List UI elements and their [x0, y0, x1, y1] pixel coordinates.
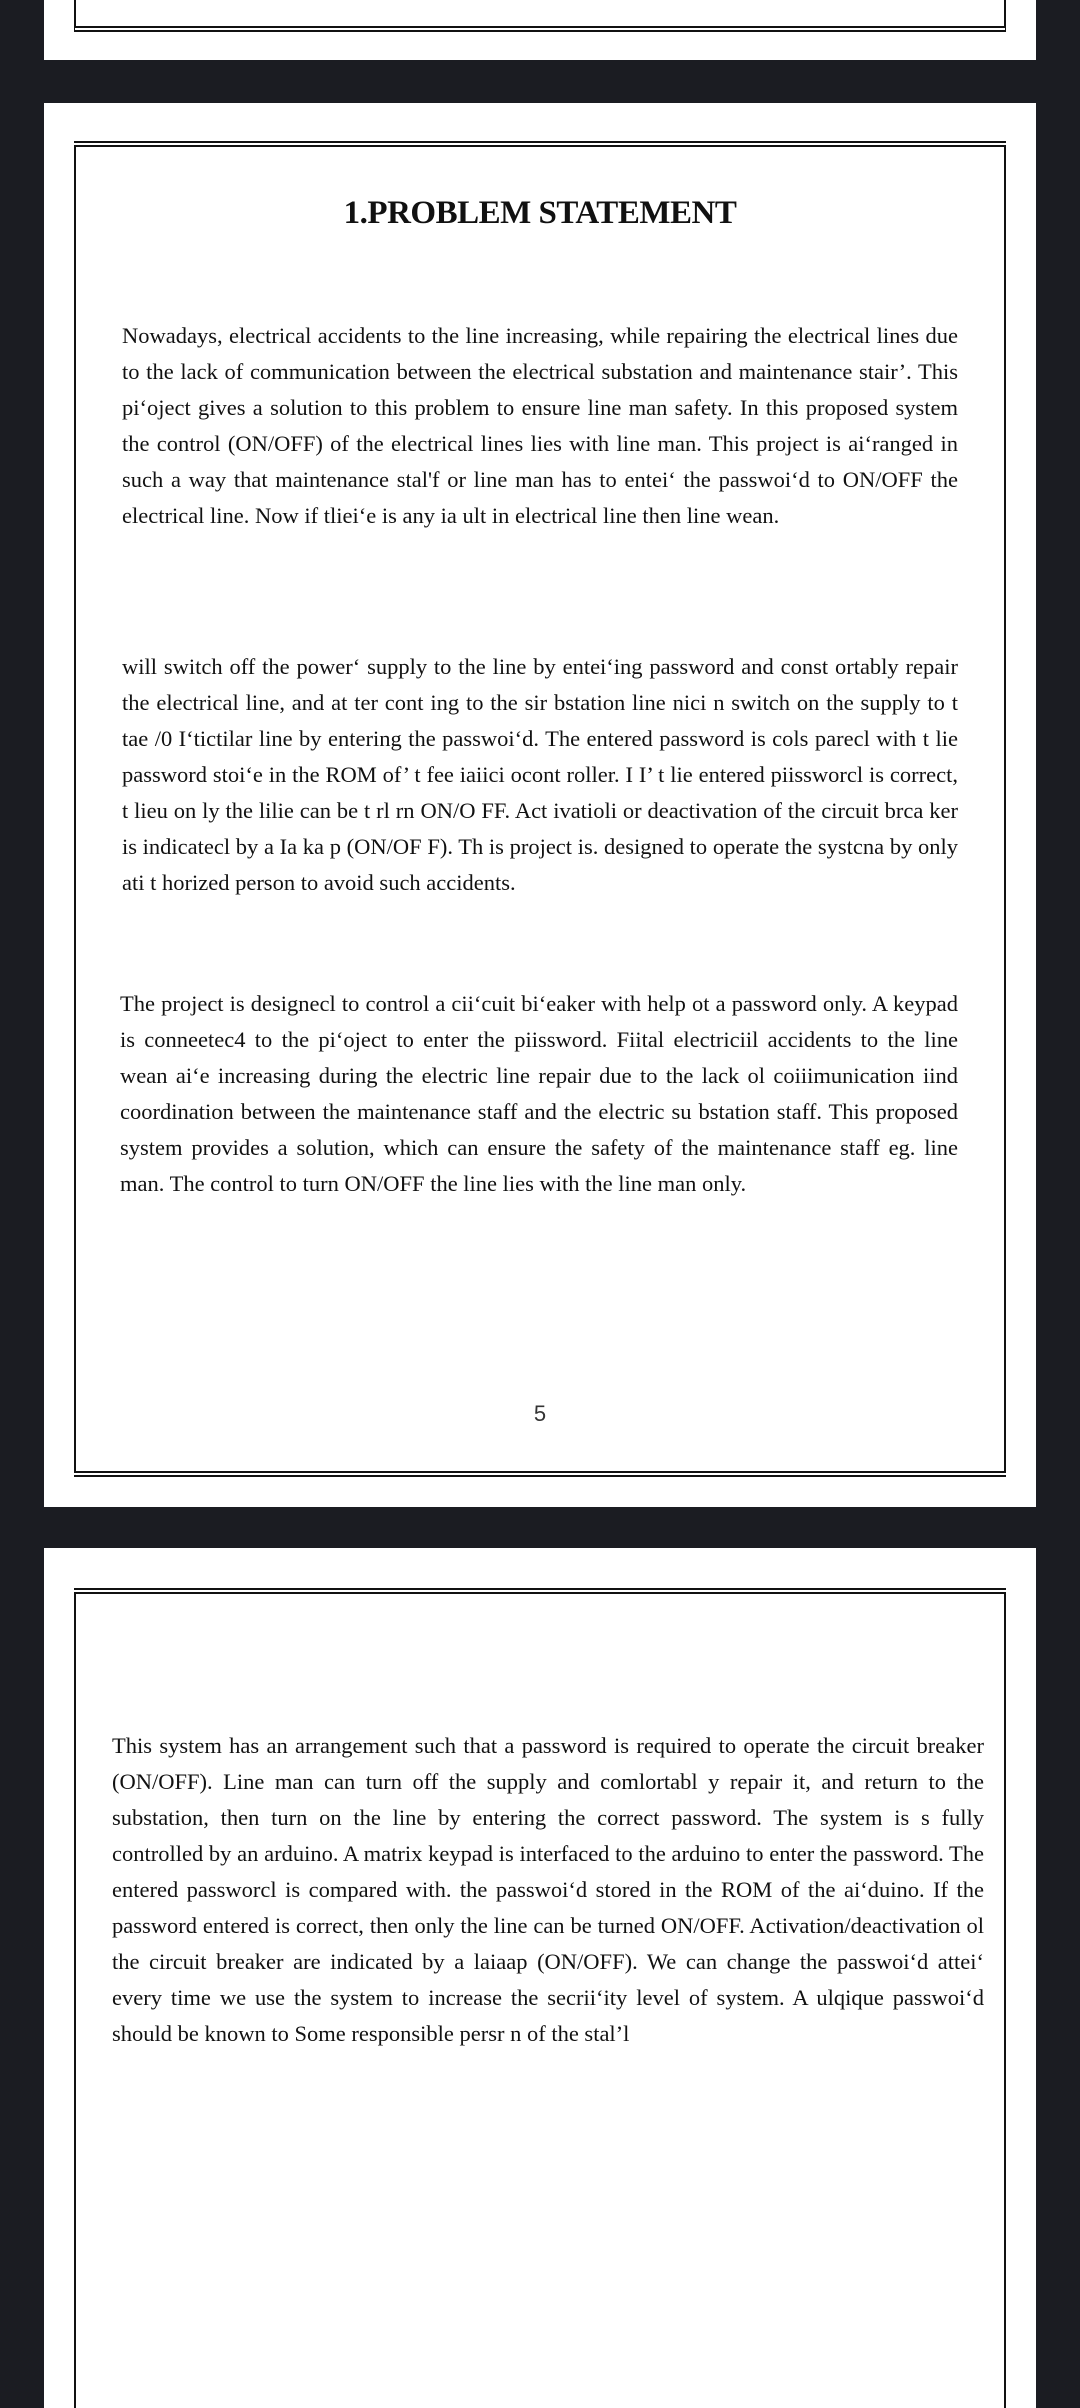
document-page-6: [44, 1548, 1036, 2408]
section-title: 1.PROBLEM STATEMENT: [343, 195, 737, 231]
paragraph-1: This system has an arrangement such that a password is required to operate the circuit breaker (ON/OFF). Line man can turn off the supply and comlortabl y repair it, and return to the substation, then turn on the line by entering the correct password. The system is s fully controlled by an arduino. A matrix keypad is interfaced to the arduino to enter the password. The entered passworcl is compared with. the passwoi‘d stored in the ROM of the ai‘duino. If the password entered is correct, then only the line can be turned ON/OFF. Activation/deactivation ol the circuit breaker are indicated by a laiaap (ON/OFF). We can change the passwoi‘d attei‘ every time we use the system to increase the secrii‘ity level of system. A ulqique passwoi‘d should be known to Some responsible persr n of the stal’l: [112, 1733, 984, 2046]
paragraph-3: The project is designecl to control a cii‘cuit bi‘eaker with help ot a password only. A keypad is conneetec4 to the pi‘oject to enter the piissword. Fiital electriciil accidents to the line wean ai‘e increasing during the electric line repair due to the lack ol coiiimunication iind coordination between the maintenance staff and the electric su bstation staff. This proposed system provides a solution, which can ensure the safety of the maintenance staff eg. line man. The control to turn ON/OFF the line lies with the line man only.: [120, 991, 958, 1196]
page-border: [74, 0, 1006, 28]
previous-page-bottom: [44, 0, 1036, 60]
paragraph-1: Nowadays, electrical accidents to the line increasing, while repairing the electrical lines due to the lack of communication between the electrical substation and maintenance stair’. This pi‘oject gives a solution to this problem to ensure line man safety. In this proposed system the control (ON/OFF) of the electrical lines lies with line man. This project is ai‘ranged in such a way that maintenance stal'f or line man has to entei‘ the passwoi‘d to ON/OFF the electrical line. Now if tliei‘e is any ia ult in electrical line then line wean.: [122, 323, 958, 528]
document-page-5: [44, 103, 1036, 1507]
paragraph-2: will switch off the power‘ supply to the line by entei‘ing password and const ortably repair the electrical line, and at ter cont ing to the sir bstation line nici n switch on the supply to t tae /0 I‘tictilar line by entering the passwoi‘d. The entered password is cols parecl with t lie password stoi‘e in the ROM of’ t fee iaiici ocont roller. I I’ t lie entered piissworcl is correct, t lieu on ly the lilie can be t rl rn ON/O FF. Act ivatioli or deactivation of the circuit brca ker is indicatecl by a Ia ka p (ON/OF F). Th is project is. designed to operate the systcna by only ati t horized person to avoid such accidents.: [122, 654, 958, 895]
page-number: 5: [533, 1401, 547, 1426]
